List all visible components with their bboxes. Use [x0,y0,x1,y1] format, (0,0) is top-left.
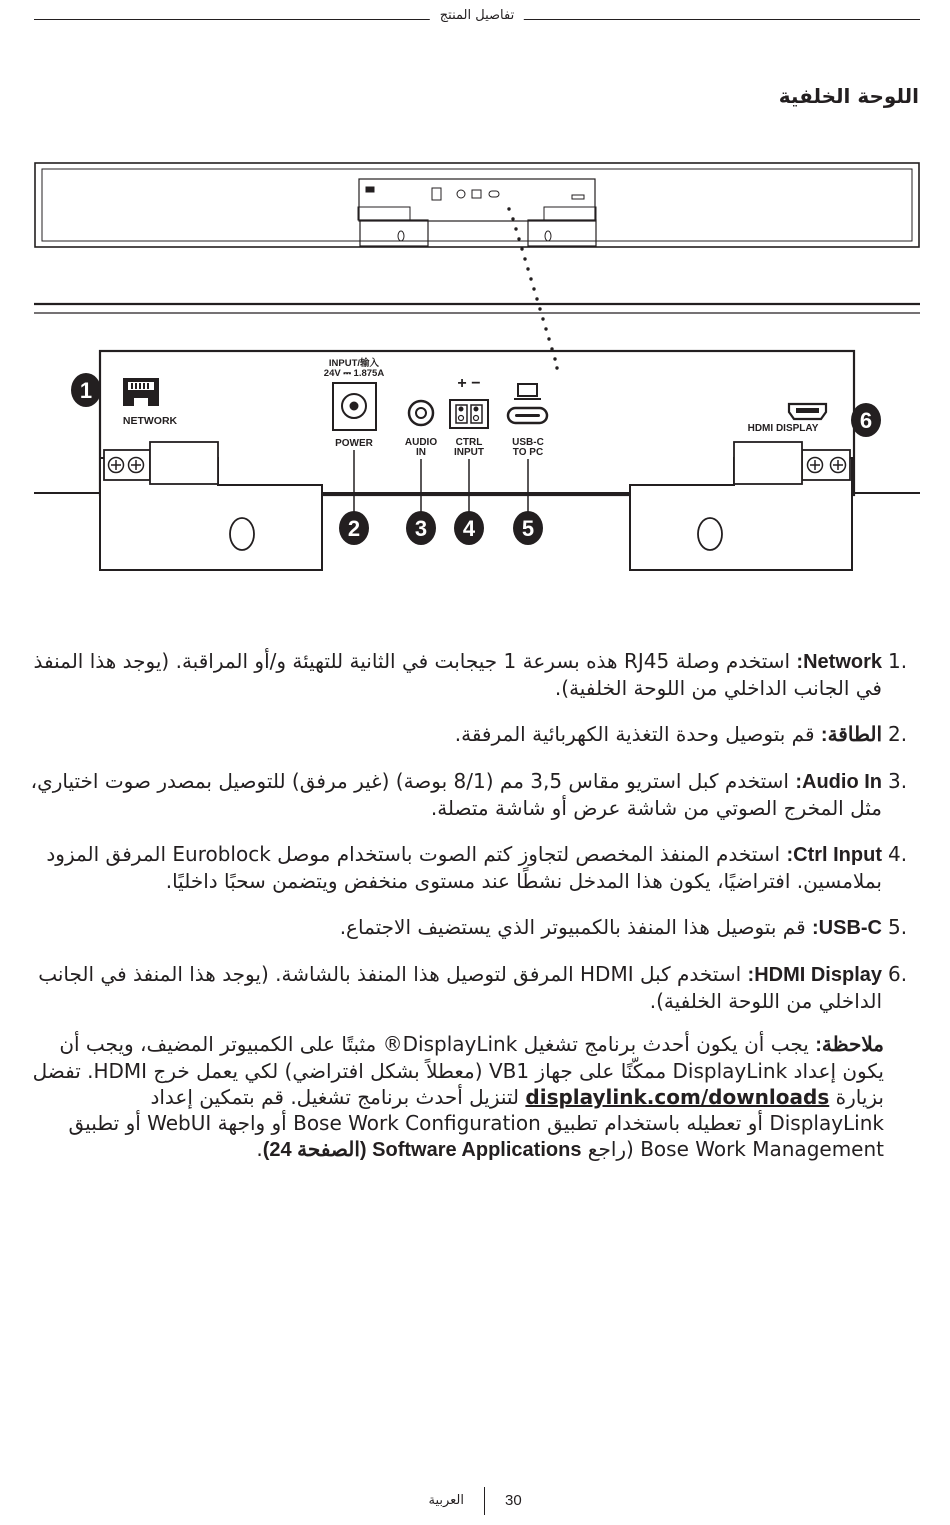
rear-panel-diagram [0,150,950,590]
item-number: .6 [888,962,908,986]
item-text: استخدم وصلة RJ45 هذه بسرعة 1 جيجابت في الثانية للتهيئة و/أو المراقبة. (يوجد هذا المنفذ في الجانب الداخلي من اللوحة الخلفية). [33,649,882,700]
hdmi-display-label: HDMI DISPLAY [747,423,819,434]
callout-1 [71,373,101,407]
port-description-list [30,648,920,1034]
note-end: . [256,1137,263,1161]
overview-bar [35,163,919,247]
ctrl-input-label-line1: CTRL [455,437,483,448]
item-term: الطاقة: [820,724,882,746]
list-item [30,721,920,748]
list-item [30,768,920,821]
usb-c-label-line1: USB-C [512,437,544,448]
displaylink-download-link[interactable]: displaylink.com/downloads [525,1085,830,1109]
item-number: .4 [888,842,908,866]
footer-language: العربية [428,1493,464,1508]
item-term: Audio In: [795,771,882,793]
item-number: .3 [888,769,908,793]
callout-6 [851,403,881,437]
callout-4 [454,511,484,545]
note-text-continued: لتنزيل أحدث برنامج تشغيل. قم بتمكين إعداد DisplayLink أو تعطيله باستخدام تطبيق Bose Work Configuration أو واجهة WebUI أو تطبيق Bose Work Management (راجع [68,1085,884,1161]
audio-in-label-line2: IN [416,447,426,458]
item-number: .2 [888,722,908,746]
item-text: قم بتوصيل وحدة التغذية الكهربائية المرفقة. [454,722,821,746]
note-paragraph [30,1031,884,1163]
list-item [30,841,920,894]
item-term: USB-C: [811,917,882,939]
audio-in-label-line1: AUDIO [404,437,438,448]
item-text: استخدم كبل HDMI المرفق لتوصيل هذا المنفذ بالشاشة. (يوجد هذا المنفذ في الجانب الداخلي من اللوحة الخلفية). [38,962,882,1013]
svg-text:3: 3 [414,516,428,541]
list-item [30,914,920,941]
callout-5 [513,511,543,545]
item-term: Ctrl Input: [786,844,882,866]
item-term: Network: [796,651,882,673]
item-text: استخدم كبل استريو مقاس 3,5 مم (8/1 بوصة) (غير مرفق) للتوصيل بمصدر صوت اختياري، مثل المخرج الصوتي من شاشة عرض أو شاشة متصلة. [30,769,882,820]
svg-text:2: 2 [347,516,361,541]
list-item [30,961,920,1014]
item-number: .5 [888,915,908,939]
ctrl-input-port-icon [450,400,488,428]
item-term: HDMI Display: [747,964,882,986]
network-port-icon [123,378,159,406]
svg-text:1: 1 [79,378,93,403]
note-label: ملاحظة: [815,1034,884,1056]
svg-text:4: 4 [462,516,476,541]
callout-leaders [354,450,528,512]
usb-c-port-icon [508,384,547,423]
power-label: POWER [335,438,373,449]
item-number: .1 [888,649,908,673]
item-text: استخدم المنفذ المخصص لتجاوز كتم الصوت باستخدام موصل Euroblock المرفق المزود بملامسين. افتراضيًا، يكون هذا المدخل نشطًا عند مستوى منخفض ويتضمن سحبًا داخليًا. [46,842,882,893]
hdmi-port-icon [789,404,826,419]
item-text: قم بتوصيل هذا المنفذ بالكمبيوتر الذي يستضيف الاجتماع. [339,915,812,939]
header-title: تفاصيل المنتج [430,8,524,23]
page-footer [0,1487,950,1517]
audio-in-port-icon [409,401,433,425]
list-item [30,648,920,701]
ctrl-input-label-line2: INPUT [454,447,484,458]
input-rating-line2: 24V ⎓ 1.875A [323,368,385,379]
svg-text:6: 6 [859,408,873,433]
network-label: NETWORK [122,415,178,427]
page-number: 30 [505,1492,522,1509]
software-applications-reference[interactable]: Software Applications (الصفحة 24) [262,1139,582,1161]
callout-3 [406,511,436,545]
power-port-icon [333,383,376,430]
usb-c-label-line2: TO PC [512,447,544,458]
note-text: يجب أن يكون أحدث برنامج تشغيل DisplayLink® مثبتًا على الكمبيوتر المضيف، ويجب أن يكون إعداد DisplayLink ممكّنًا على جهاز VB1 (معطلاً بشكل افتراضي) لكي يعمل خرج HDMI. تفضل بزيارة [32,1032,884,1109]
section-title: اللوحة الخلفية [778,84,919,108]
page-header [34,8,920,30]
footer-divider [484,1487,485,1515]
svg-text:5: 5 [521,516,535,541]
ctrl-polarity-label: + − [457,375,481,392]
callout-2 [339,511,369,545]
zoom-leader [507,207,558,369]
input-rating-line1: INPUT/输入 [328,358,380,369]
